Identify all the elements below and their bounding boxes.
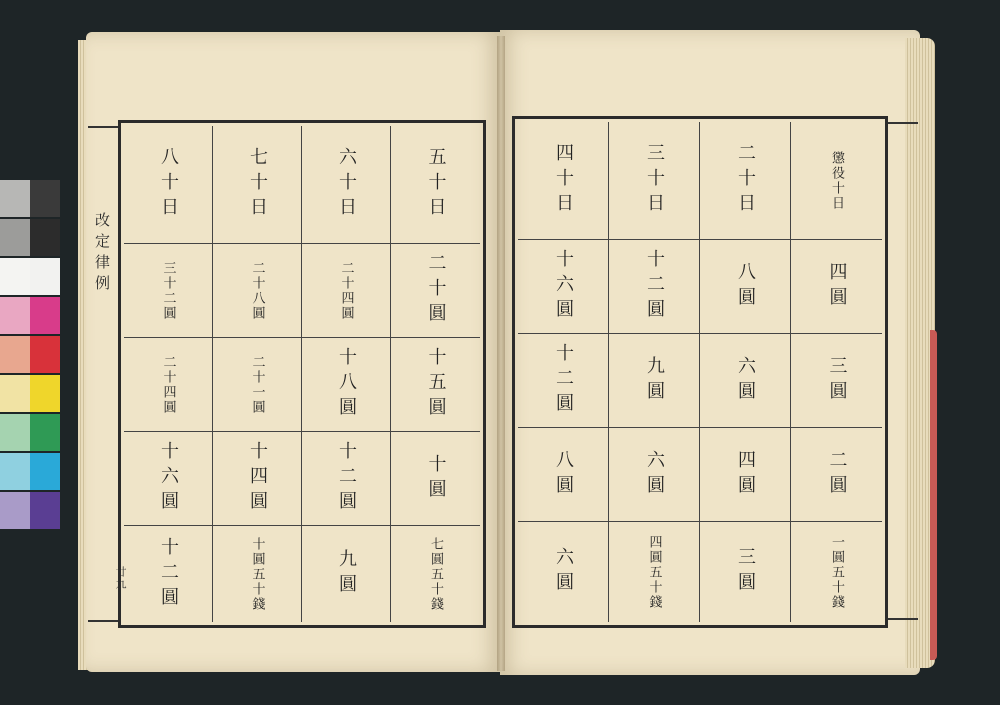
left-table-cell	[124, 126, 213, 244]
left-table-cell-text: 二十四圓	[338, 260, 354, 321]
right-table-cell-text: 一圓五十錢	[829, 534, 844, 610]
right-table-cell-text: 八圓	[735, 261, 756, 312]
color-swatch	[30, 336, 60, 373]
color-swatch	[30, 258, 60, 295]
left-table-cell-text: 十二圓	[336, 441, 357, 516]
left-table-cell	[391, 244, 480, 338]
left-table-cell-text: 十八圓	[336, 347, 357, 422]
left-table-cell-text: 九圓	[336, 549, 357, 599]
left-table-cell	[213, 244, 302, 338]
right-table-cell-text: 二圓	[826, 449, 848, 500]
left-table-cell-text: 二十八圓	[249, 260, 265, 321]
side-title: 改定律例	[93, 212, 111, 296]
left-table-cell	[213, 126, 302, 244]
right-table-cell	[791, 334, 882, 428]
color-swatch	[0, 492, 30, 529]
left-table-cell	[213, 338, 302, 432]
right-table	[518, 122, 882, 622]
left-table-cell	[124, 338, 213, 432]
right-table-cell	[609, 522, 700, 622]
color-swatch	[0, 219, 30, 256]
right-table-cell	[609, 428, 700, 522]
right-table-cell	[700, 240, 791, 334]
right-table-cell-text: 六圓	[553, 547, 574, 597]
left-table-cell	[302, 126, 391, 244]
right-table-cell-text: 六圓	[735, 355, 756, 406]
right-rule-bottom	[888, 618, 918, 620]
color-swatch	[30, 219, 60, 256]
left-table-cell-text: 十四圓	[247, 441, 268, 516]
right-table-cell	[609, 240, 700, 334]
left-table-cell	[302, 526, 391, 622]
right-table-cell-text: 四十日	[553, 143, 574, 218]
right-table-cell	[609, 122, 700, 240]
color-swatch	[30, 375, 60, 412]
right-rule-top	[888, 122, 918, 124]
color-swatch	[0, 453, 30, 490]
right-table-cell-text: 八圓	[553, 449, 574, 500]
right-table-cell	[700, 334, 791, 428]
right-table-cell	[700, 428, 791, 522]
right-table-cell	[700, 522, 791, 622]
color-swatch	[30, 492, 60, 529]
color-calibration-chart	[0, 180, 60, 532]
color-swatch	[0, 297, 30, 334]
red-page-edge	[930, 330, 937, 660]
right-table-cell-text: 懲役十日	[829, 150, 844, 211]
left-table	[124, 126, 480, 622]
left-table-cell	[213, 526, 302, 622]
left-table-cell-text: 二十四圓	[160, 354, 176, 415]
left-rule-top	[88, 126, 118, 128]
right-table-cell-text: 四圓	[735, 449, 756, 500]
color-swatch	[0, 414, 30, 451]
right-table-cell	[791, 122, 882, 240]
left-rule-bottom	[88, 620, 118, 622]
left-table-cell	[124, 244, 213, 338]
right-table-cell-text: 二十日	[735, 143, 756, 218]
left-table-cell	[302, 338, 391, 432]
left-table-cell-text: 七十日	[247, 147, 268, 222]
right-table-cell	[791, 428, 882, 522]
left-table-cell-text: 十二圓	[158, 536, 179, 612]
color-swatch	[0, 375, 30, 412]
left-table-cell	[391, 338, 480, 432]
right-table-cell	[791, 522, 882, 622]
left-table-cell	[391, 432, 480, 526]
left-table-cell-text: 三十二圓	[160, 260, 176, 321]
left-table-cell-text: 十圓五十錢	[249, 536, 265, 612]
right-table-cell-text: 六圓	[644, 449, 665, 500]
right-table-cell	[518, 334, 609, 428]
left-table-cell	[213, 432, 302, 526]
book-spine	[497, 36, 505, 671]
left-table-cell-text: 八十日	[158, 147, 179, 222]
color-swatch	[0, 258, 30, 295]
right-table-cell-text: 三圓	[735, 547, 756, 597]
right-table-cell-text: 十二圓	[553, 343, 574, 418]
right-table-cell	[700, 122, 791, 240]
left-table-cell	[302, 432, 391, 526]
left-table-cell	[391, 526, 480, 622]
left-table-cell-text: 十五圓	[425, 347, 447, 422]
right-table-cell	[518, 428, 609, 522]
left-table-cell	[302, 244, 391, 338]
left-table-cell-text: 二十一圓	[249, 354, 265, 415]
left-table-cell	[124, 432, 213, 526]
left-table-cell	[124, 526, 213, 622]
color-swatch	[30, 453, 60, 490]
color-swatch	[0, 180, 30, 217]
left-table-cell-text: 十六圓	[158, 441, 179, 516]
left-table-cell	[391, 126, 480, 244]
left-table-cell-text: 七圓五十錢	[428, 536, 443, 612]
right-table-cell	[791, 240, 882, 334]
color-swatch	[30, 297, 60, 334]
right-table-cell-text: 三圓	[826, 355, 848, 406]
right-table-cell-text: 九圓	[644, 355, 665, 406]
color-swatch	[0, 336, 30, 373]
right-table-cell-text: 四圓五十錢	[646, 534, 662, 610]
right-table-cell	[518, 522, 609, 622]
folio-number: 廿九	[114, 566, 127, 590]
right-table-cell	[518, 122, 609, 240]
right-table-cell	[609, 334, 700, 428]
right-table-cell-text: 十二圓	[644, 249, 665, 324]
left-table-cell-text: 二十圓	[425, 253, 447, 328]
right-table-cell-text: 十六圓	[553, 249, 574, 324]
left-table-cell-text: 五十日	[425, 147, 447, 222]
left-table-cell-text: 六十日	[336, 147, 357, 222]
left-table-cell-text: 十圓	[425, 453, 447, 504]
right-table-cell	[518, 240, 609, 334]
right-table-cell-text: 三十日	[644, 143, 665, 218]
color-swatch	[30, 180, 60, 217]
color-swatch	[30, 414, 60, 451]
right-table-cell-text: 四圓	[826, 261, 848, 312]
